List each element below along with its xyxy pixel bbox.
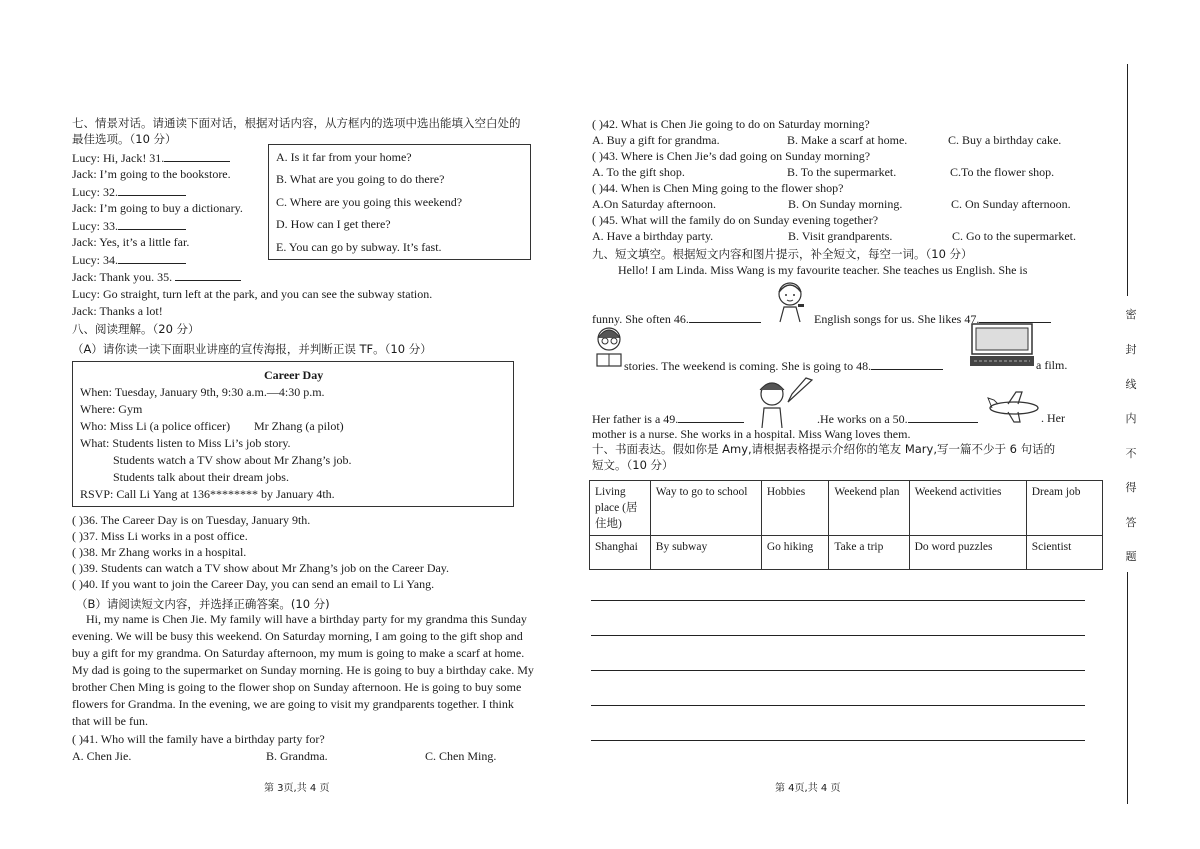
option-d: D. How can I get there? <box>276 217 391 231</box>
q44-option-b: B. On Sunday morning. <box>788 197 903 211</box>
tf-question-39: ( )39. Students can watch a TV show about Mr Zhang’s job on the Career Day. <box>72 561 450 575</box>
page-footer-right: 第 4页,共 4 页 <box>775 783 841 794</box>
poster-when: When: Tuesday, January 9th, 9:30 a.m.—4:30 p.m. <box>80 385 325 399</box>
q45-option-b: B. Visit grandparents. <box>788 229 893 243</box>
dialogue-line-33: Lucy: 33. <box>72 217 186 234</box>
table-header-cell: Weekend activities <box>909 481 1026 536</box>
table-header-cell: Hobbies <box>761 481 828 536</box>
cloze-line-2b: English songs for us. She likes 47. <box>814 310 1051 327</box>
poster-what-2: Students watch a TV show about Mr Zhang’s job. <box>113 453 352 467</box>
table-cell: Take a trip <box>829 536 909 570</box>
seal-text-char: 题 <box>1125 550 1137 563</box>
poster-who-2: Mr Zhang (a pilot) <box>254 419 344 433</box>
q41-option-b: B. Grandma. <box>266 749 328 763</box>
table-header-cell: Living place (居住地) <box>590 481 651 536</box>
cloze-line-5: mother is a nurse. She works in a hospital. Miss Wang loves them. <box>592 427 911 441</box>
cloze-line-1: Hello! I am Linda. Miss Wang is my favourite teacher. She teaches us English. She is <box>618 263 1028 277</box>
section10-title-line1: 十、书面表达。假如你是 Amy,请根据表格提示介绍你的笔友 Mary,写一篇不少于 6 句话的 <box>592 442 1056 456</box>
dialogue-line: Jack: Yes, it’s a little far. <box>72 235 190 249</box>
writing-line[interactable] <box>591 600 1085 601</box>
table-header-cell: Dream job <box>1026 481 1102 536</box>
cloze-line-3a: stories. The weekend is coming. She is going to 48. <box>624 357 943 374</box>
penpal-info-table <box>589 480 1103 570</box>
cinema-screen-icon <box>968 322 1036 368</box>
q42-option-b: B. Make a scarf at home. <box>787 133 908 147</box>
dialogue-line: Jack: I’m going to buy a dictionary. <box>72 201 243 215</box>
poster-where: Where: Gym <box>80 402 143 416</box>
table-cell: Go hiking <box>761 536 828 570</box>
answer-blank-35[interactable] <box>175 268 241 281</box>
dialogue-line-31: Lucy: Hi, Jack! 31. <box>72 149 230 166</box>
writing-line[interactable] <box>591 670 1085 671</box>
tf-question-37: ( )37. Miss Li works in a post office. <box>72 529 248 543</box>
dialogue-line: Jack: I’m going to the bookstore. <box>72 167 231 181</box>
table-cell: Do word puzzles <box>909 536 1026 570</box>
poster-what-3: Students talk about their dream jobs. <box>113 470 289 484</box>
table-header-cell: Weekend plan <box>829 481 909 536</box>
seal-text-char: 内 <box>1125 412 1137 425</box>
passage-line: that will be fun. <box>72 714 148 728</box>
answer-blank-50[interactable] <box>908 410 978 423</box>
seal-text-char: 密 <box>1125 308 1137 321</box>
dialogue-line-35: Jack: Thank you. 35. <box>72 268 241 285</box>
dialogue-line: Lucy: Go straight, turn left at the park, and you can see the subway station. <box>72 287 433 301</box>
answer-blank-33[interactable] <box>118 217 186 230</box>
q42-option-a: A. Buy a gift for grandma. <box>592 133 720 147</box>
section10-title-line2: 短文。（10 分） <box>592 458 674 472</box>
mcq-question-44: ( )44. When is Chen Ming going to the flower shop? <box>592 181 844 195</box>
section7-title-line1: 七、情景对话。请通读下面对话，根据对话内容，从方框内的选项中选出能填入空白处的 <box>72 116 521 130</box>
passage-line: brother Chen Ming is going to the flower shop on Sunday afternoon. He is going to buy some <box>72 680 522 694</box>
table-cell: By subway <box>650 536 761 570</box>
passage-line: Hi, my name is Chen Jie. My family will have a birthday party for my grandma this Sunday <box>86 612 527 626</box>
answer-blank-34[interactable] <box>118 251 186 264</box>
writing-line[interactable] <box>591 705 1085 706</box>
q43-option-c: C.To the flower shop. <box>950 165 1055 179</box>
option-e: E. You can go by subway. It’s fast. <box>276 240 442 254</box>
mcq-question-43: ( )43. Where is Chen Jie’s dad going on Sunday morning? <box>592 149 871 163</box>
answer-blank-31[interactable] <box>164 149 230 162</box>
table-cell: Scientist <box>1026 536 1102 570</box>
q45-option-a: A. Have a birthday party. <box>592 229 714 243</box>
pilot-icon <box>748 372 816 430</box>
poster-rsvp: RSVP: Call Li Yang at 136******** by January 4th. <box>80 487 335 501</box>
dialogue-line-32: Lucy: 32. <box>72 183 186 200</box>
mcq-question-41: ( )41. Who will the family have a birthday party for? <box>72 732 325 746</box>
table-header-cell: Way to go to school <box>650 481 761 536</box>
mcq-question-42: ( )42. What is Chen Jie going to do on Saturday morning? <box>592 117 870 131</box>
tf-question-40: ( )40. If you want to join the Career Day, you can send an email to Li Yang. <box>72 577 435 591</box>
poster-who-1: Who: Miss Li (a police officer) <box>80 419 231 433</box>
mcq-question-45: ( )45. What will the family do on Sunday evening together? <box>592 213 879 227</box>
section7-title-line2: 最佳选项。（10 分） <box>72 132 177 146</box>
cloze-line-4b: .He works on a 50. <box>817 410 978 427</box>
page-footer-left: 第 3页,共 4 页 <box>264 783 330 794</box>
q41-option-c: C. Chen Ming. <box>425 749 497 763</box>
seal-text-char: 答 <box>1125 516 1137 529</box>
singing-teacher-icon <box>770 278 812 324</box>
q44-option-a: A.On Saturday afternoon. <box>592 197 716 211</box>
option-b: B. What are you going to do there? <box>276 172 445 186</box>
seal-line-top <box>1127 64 1128 296</box>
table-cell: Shanghai <box>590 536 651 570</box>
section8b-title: （B）请阅读短文内容，并选择正确答案。(10 分) <box>76 597 330 611</box>
seal-text-char: 不 <box>1125 447 1137 460</box>
answer-blank-48[interactable] <box>871 357 943 370</box>
q43-option-a: A. To the gift shop. <box>592 165 685 179</box>
section8a-title: （A）请你读一读下面职业讲座的宣传海报，并判断正误 TF。（10 分） <box>72 342 432 356</box>
answer-blank-46[interactable] <box>689 310 761 323</box>
reading-girl-icon <box>592 324 628 370</box>
dialogue-line-34: Lucy: 34. <box>72 251 186 268</box>
passage-line: flowers for Grandma. In the evening, we are going to visit my grandparents together. I think <box>72 697 514 711</box>
airplane-icon <box>986 390 1042 424</box>
q44-option-c: C. On Sunday afternoon. <box>951 197 1071 211</box>
q42-option-c: C. Buy a birthday cake. <box>948 133 1062 147</box>
answer-blank-49[interactable] <box>678 410 744 423</box>
q45-option-c: C. Go to the supermarket. <box>952 229 1076 243</box>
seal-line-bottom <box>1127 572 1128 804</box>
cloze-line-4c: . Her <box>1041 411 1065 425</box>
table-row <box>590 536 1103 570</box>
dialogue-line: Jack: Thanks a lot! <box>72 304 163 318</box>
cloze-line-4a: Her father is a 49. <box>592 410 744 427</box>
poster-heading: Career Day <box>264 368 324 382</box>
cloze-line-3b: a film. <box>1036 358 1068 372</box>
poster-what-1: What: Students listen to Miss Li’s job story. <box>80 436 291 450</box>
writing-line[interactable] <box>591 635 1085 636</box>
tf-question-38: ( )38. Mr Zhang works in a hospital. <box>72 545 247 559</box>
seal-text-char: 封 <box>1125 343 1137 356</box>
q43-option-b: B. To the supermarket. <box>787 165 897 179</box>
seal-text-char: 线 <box>1125 378 1137 391</box>
passage-line: My dad is going to the supermarket on Sunday morning. He is going to buy a birthday cake. My <box>72 663 534 677</box>
passage-line: evening. We will be busy this weekend. On Saturday morning, I am going to the gift shop and <box>72 629 523 643</box>
table-header-row <box>590 481 1103 536</box>
q41-option-a: A. Chen Jie. <box>72 749 132 763</box>
section9-title: 九、短文填空。根据短文内容和图片提示，补全短文，每空一词。（10 分） <box>592 247 973 261</box>
tf-question-36: ( )36. The Career Day is on Tuesday, January 9th. <box>72 513 311 527</box>
option-c: C. Where are you going this weekend? <box>276 195 463 209</box>
option-a: A. Is it far from your home? <box>276 150 412 164</box>
section8-title: 八、阅读理解。（20 分） <box>72 322 200 336</box>
passage-line: buy a gift for my grandma. On Saturday afternoon, my mum is going to make a scarf at home. <box>72 646 525 660</box>
writing-line[interactable] <box>591 740 1085 741</box>
answer-blank-32[interactable] <box>118 183 186 196</box>
cloze-line-2a: funny. She often 46. <box>592 310 761 327</box>
seal-text-char: 得 <box>1125 481 1137 494</box>
